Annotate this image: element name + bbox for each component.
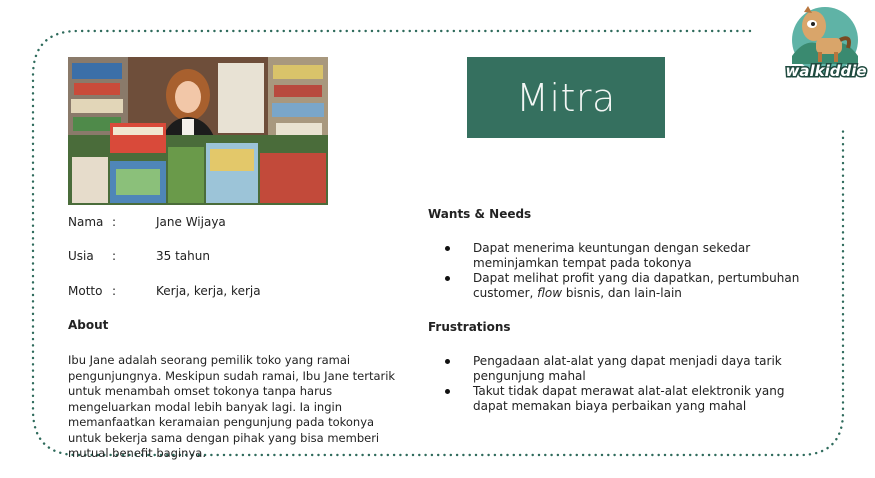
about-text: Ibu Jane adalah seorang pemilik toko yang ramai pengunjungnya. Meskipun sudah ramai, Ibu Jane tertarik untuk menambah omset tokonya tanpa harus mengeluarkan modal lebih banyak lagi. Ia ingin memanfaatkan keramaian pengunjung pada tokonya untuk bekerja sama dengan pihak yang bisa memberi mutual benefit baginya. xyxy=(68,353,396,460)
age-colon: : xyxy=(112,249,117,263)
list-item: Dapat menerima keuntungan dengan sekedar meminjamkan tempat pada tokonya xyxy=(440,241,810,271)
name-colon: : xyxy=(112,215,117,229)
name-label: Nama xyxy=(68,215,104,229)
wants-heading: Wants & Needs xyxy=(428,207,532,221)
motto-value: Kerja, kerja, kerja xyxy=(156,284,261,298)
age-label: Usia xyxy=(68,249,94,263)
logo-wordmark: walkiddie xyxy=(785,62,867,80)
bullet-icon xyxy=(445,359,450,364)
list-item: Dapat melihat profit yang dia dapatkan, pertumbuhan customer, flow bisnis, dan lain-lain xyxy=(440,271,810,301)
frustrations-list xyxy=(440,354,810,414)
name-value: Jane Wijaya xyxy=(156,215,226,229)
bullet-icon xyxy=(445,389,450,394)
motto-label: Motto xyxy=(68,284,103,298)
list-item: Takut tidak dapat merawat alat-alat elektronik yang dapat memakan biaya perbaikan yang mahal xyxy=(440,384,810,414)
wants-list xyxy=(440,241,810,301)
list-item: Pengadaan alat-alat yang dapat menjadi daya tarik pengunjung mahal xyxy=(440,354,810,384)
persona-type-banner: Mitra xyxy=(467,57,665,138)
age-value: 35 tahun xyxy=(156,249,210,263)
motto-colon: : xyxy=(112,284,117,298)
profile-photo xyxy=(68,57,328,205)
bullet-icon xyxy=(445,246,450,251)
about-heading: About xyxy=(68,318,109,332)
bullet-icon xyxy=(445,276,450,281)
frustrations-heading: Frustrations xyxy=(428,320,511,334)
